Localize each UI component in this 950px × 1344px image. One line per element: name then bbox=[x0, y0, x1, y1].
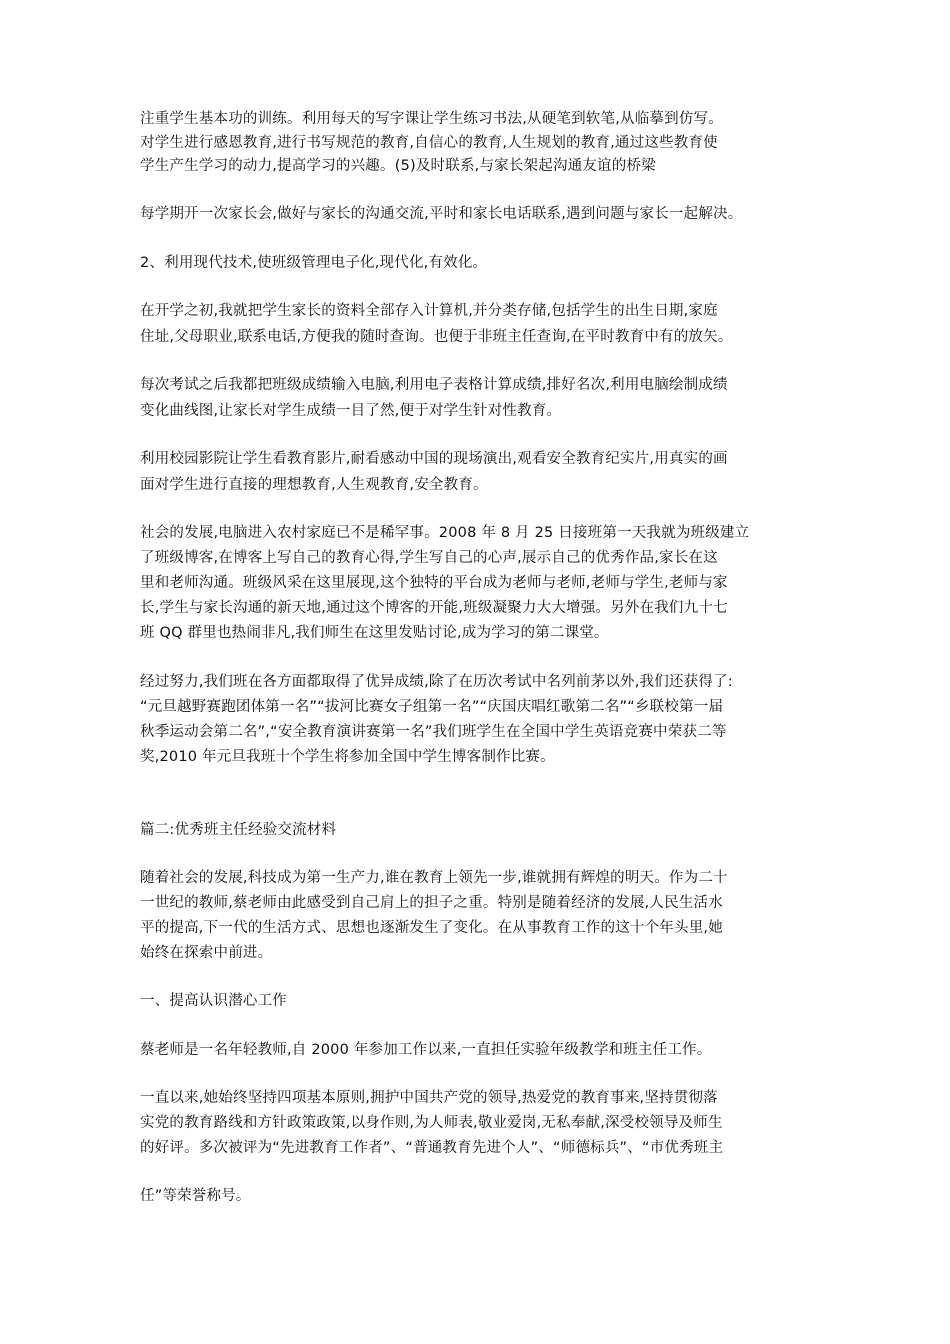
text-line: 始终在探索中前进。 bbox=[140, 945, 273, 961]
text-line: 一直以来,她始终坚持四项基本原则,拥护中国共产党的领导,热爱党的教育事来,坚持贯彻落 bbox=[140, 1090, 718, 1106]
text-line: 注重学生基本功的训练。利用每天的写字课让学生练习书法,从硬笔到软笔,从临摹到仿写。 bbox=[140, 111, 723, 127]
text-line: 秋季运动会第二名”,“安全教育演讲赛第一名”我们班学生在全国中学生英语竞赛中荣获二等 bbox=[140, 724, 727, 740]
text-line: 经过努力,我们班在各方面都取得了优异成绩,除了在历次考试中名列前茅以外,我们还获得了: bbox=[140, 674, 733, 690]
article-title: 篇二:优秀班主任经验交流材料 bbox=[140, 822, 337, 838]
text-line: 利用校园影院让学生看教育影片,耐看感动中国的现场演出,观看安全教育纪实片,用真实的画 bbox=[140, 451, 728, 467]
text-line: 里和老师沟通。班级风采在这里展现,这个独特的平台成为老师与老师,老师与学生,老师与家 bbox=[140, 575, 728, 591]
text-line: 随着社会的发展,科技成为第一生产力,谁在教育上领先一步,谁就拥有辉煌的明天。作为二十 bbox=[140, 870, 728, 886]
text-line: 任”等荣誉称号。 bbox=[140, 1188, 251, 1204]
section-heading: 一、提高认识潜心工作 bbox=[140, 993, 287, 1009]
text-line: 社会的发展,电脑进入农村家庭已不是稀罕事。2008 年 8 月 25 日接班第一天我就为班级建立 bbox=[140, 525, 750, 541]
text-line: 变化曲线图,让家长对学生成绩一目了然,便于对学生针对性教育。 bbox=[140, 403, 562, 419]
text-line: 蔡老师是一名年轻教师,自 2000 年参加工作以来,一直担任实验年级教学和班主任工作。 bbox=[140, 1042, 712, 1058]
text-line: 奖,2010 年元旦我班十个学生将参加全国中学生博客制作比赛。 bbox=[140, 749, 555, 765]
text-line: 班 QQ 群里也热闹非凡,我们师生在这里发贴讨论,成为学习的第二课堂。 bbox=[140, 625, 609, 641]
text-line: 的好评。多次被评为“先进教育工作者”、“普通教育先进个人”、“师德标兵”、“市优秀班主 bbox=[140, 1140, 724, 1156]
text-line: 学生产生学习的动力,提高学习的兴趣。(5)及时联系,与家长架起沟通友谊的桥梁 bbox=[140, 158, 656, 174]
text-line: 平的提高,下一代的生活方式、思想也逐渐发生了变化。在从事教育工作的这十个年头里,她 bbox=[140, 920, 723, 936]
section-heading: 2、利用现代技术,使班级管理电子化,现代化,有效化。 bbox=[140, 255, 488, 271]
text-line: 对学生进行感恩教育,进行书写规范的教育,自信心的教育,人生规划的教育,通过这些教育使 bbox=[140, 135, 718, 151]
text-line: 每学期开一次家长会,做好与家长的沟通交流,平时和家长电话联系,遇到问题与家长一起解决。 bbox=[140, 206, 743, 222]
text-line: “元旦越野赛跑团体第一名”“拔河比赛女子组第一名”“庆国庆唱红歌第二名”“乡联校第一届 bbox=[140, 699, 724, 715]
text-line: 实党的教育路线和方针政策政策,以身作则,为人师表,敬业爱岗,无私奉献,深受校领导及师生 bbox=[140, 1115, 723, 1131]
text-line: 长,学生与家长沟通的新天地,通过这个博客的开能,班级凝聚力大大增强。另外在我们九十七 bbox=[140, 600, 728, 616]
text-line: 一世纪的教师,蔡老师由此感受到自己肩上的担子之重。特别是随着经济的发展,人民生活水 bbox=[140, 895, 723, 911]
text-line: 了班级博客,在博客上写自己的教育心得,学生写自己的心声,展示自己的优秀作品,家长在这 bbox=[140, 550, 718, 566]
text-line: 住址,父母职业,联系电话,方便我的随时查询。也便于非班主任查询,在平时教育中有的放矢。 bbox=[140, 329, 733, 345]
text-line: 面对学生进行直接的理想教育,人生观教育,安全教育。 bbox=[140, 477, 488, 493]
text-line: 每次考试之后我都把班级成绩输入电脑,利用电子表格计算成绩,排好名次,利用电脑绘制成绩 bbox=[140, 377, 728, 393]
text-line: 在开学之初,我就把学生家长的资料全部存入计算机,并分类存储,包括学生的出生日期,家庭 bbox=[140, 303, 718, 319]
